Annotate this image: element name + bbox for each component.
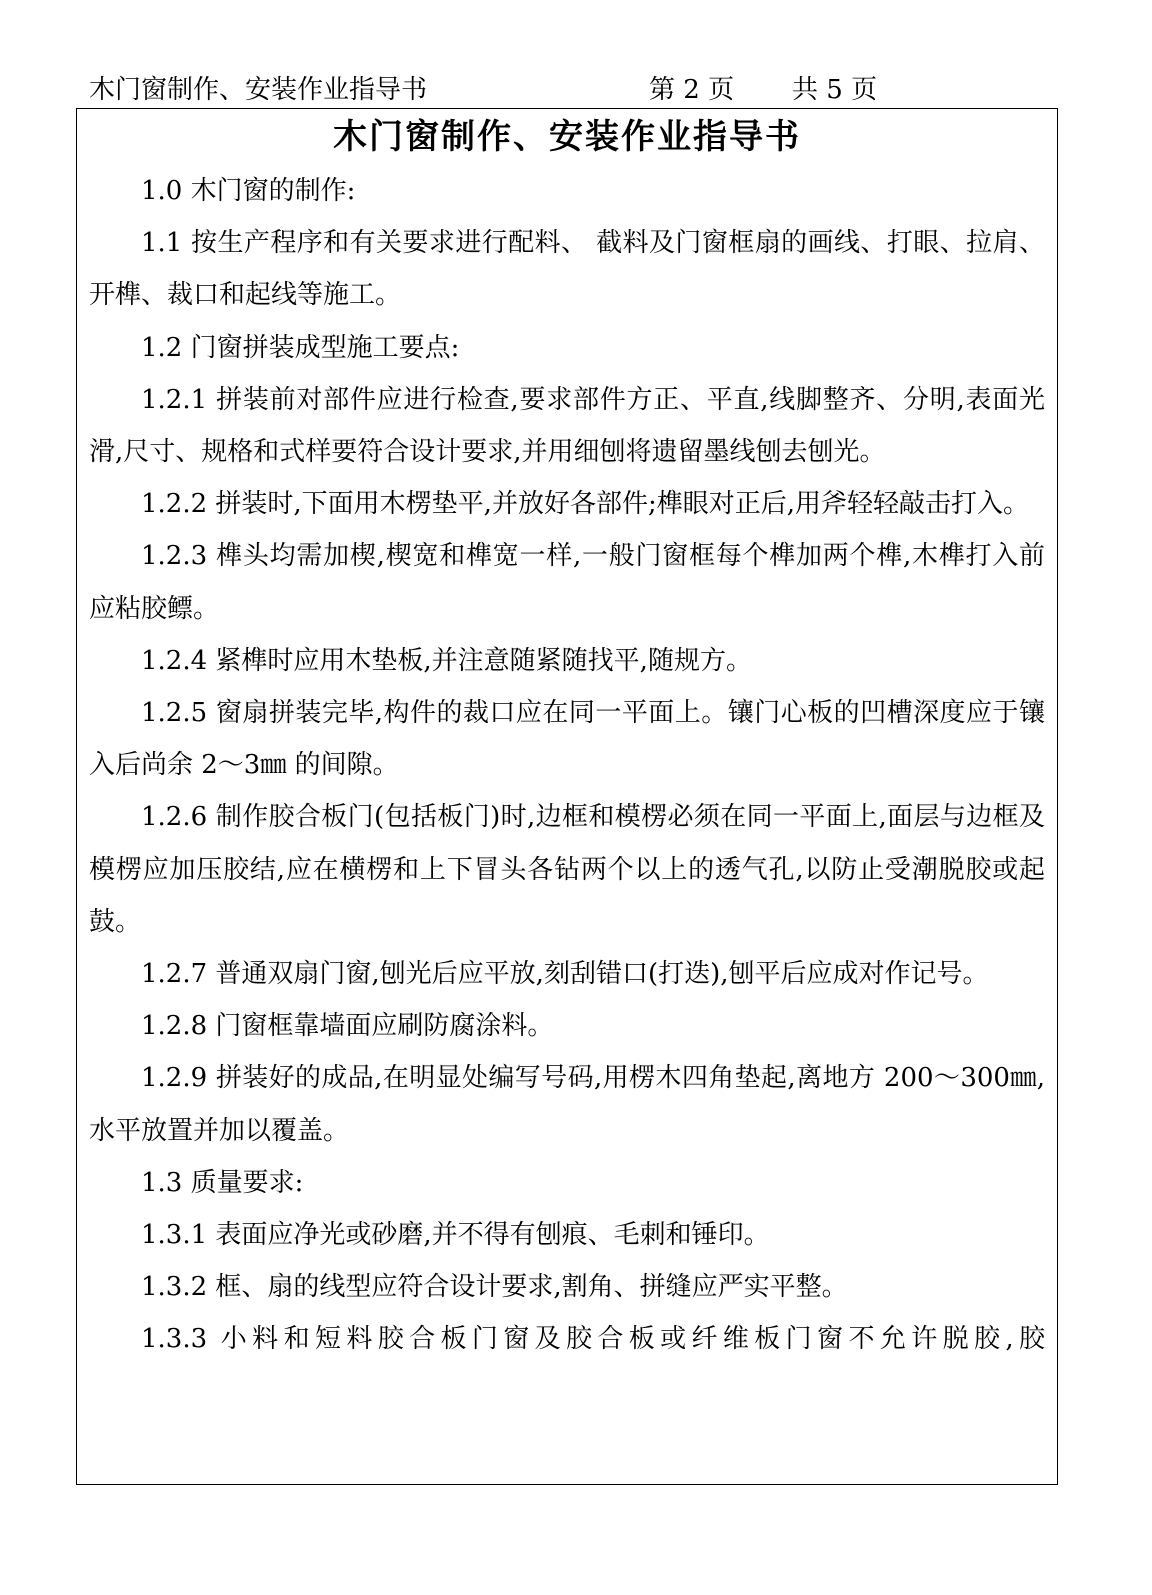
paragraph-1-3-2: 1.3.2 框、扇的线型应符合设计要求,割角、拼缝应严实平整。 (141, 1272, 848, 1303)
paragraph-1-2-9: 1.2.9 拼装好的成品,在明显处编写号码,用楞木四角垫起,离地方 200～300㎜,水平放置并加以覆盖。 (89, 1063, 1045, 1146)
paragraph-1-3-1: 1.3.1 表面应净光或砂磨,并不得有刨痕、毛刺和锤印。 (141, 1220, 770, 1251)
document-frame (76, 108, 1058, 1485)
header-page-total: 共 5 页 (792, 75, 878, 105)
page-header (89, 70, 1069, 110)
paragraph-1-2-3: 1.2.3 榫头均需加楔,楔宽和榫宽一样,一般门窗框每个榫加两个榫,木榫打入前应粘胶鳔。 (89, 541, 1045, 624)
paragraph-1-3-3: 1.3.3 小料和短料胶合板门窗及胶合板或纤维板门窗不允许脱胶,胶 (141, 1324, 1045, 1355)
paragraph-1-2-4: 1.2.4 紧榫时应用木垫板,并注意随紧随找平,随规方。 (141, 645, 752, 676)
paragraph-1-2-1: 1.2.1 拼装前对部件应进行检查,要求部件方正、平直,线脚整齐、分明,表面光滑,尺寸、规格和式样要符合设计要求,并用细刨将遗留墨线刨去刨光。 (89, 384, 1045, 468)
paragraph-1-2-5: 1.2.5 窗扇拼装完毕,构件的裁口应在同一平面上。镶门心板的凹槽深度应于镶入后尚余 2～3㎜ 的间隙。 (89, 698, 1045, 781)
paragraph-1-2-7: 1.2.7 普通双扇门窗,刨光后应平放,刻刮错口(打迭),刨平后应成对作记号。 (141, 959, 989, 990)
header-page-number: 第 2 页 (649, 75, 735, 105)
paragraph-1-2-6: 1.2.6 制作胶合板门(包括板门)时,边框和模楞必须在同一平面上,面层与边框及模楞应加压胶结,应在横楞和上下冒头各钻两个以上的透气孔,以防止受潮脱胶或起鼓。 (89, 802, 1045, 937)
document-title: 木门窗制作、安装作业指导书 (333, 117, 801, 157)
paragraph-1-0: 1.0 木门窗的制作: (141, 176, 356, 206)
paragraph-1-2-2: 1.2.2 拼装时,下面用木楞垫平,并放好各部件;榫眼对正后,用斧轻轻敲击打入。 (141, 489, 1029, 520)
paragraph-1-2: 1.2 门窗拼装成型施工要点: (141, 332, 460, 363)
paragraph-1-2-8: 1.2.8 门窗框靠墙面应刷防腐涂料。 (141, 1011, 554, 1042)
header-doc-name: 木门窗制作、安装作业指导书 (89, 75, 428, 105)
paragraph-1-1: 1.1 按生产程序和有关要求进行配料、 截料及门窗框扇的画线、打眼、拉肩、开榫、裁口和起线等施工。 (89, 228, 1045, 311)
paragraph-1-3: 1.3 质量要求: (141, 1167, 304, 1198)
document-body (77, 165, 1057, 1366)
